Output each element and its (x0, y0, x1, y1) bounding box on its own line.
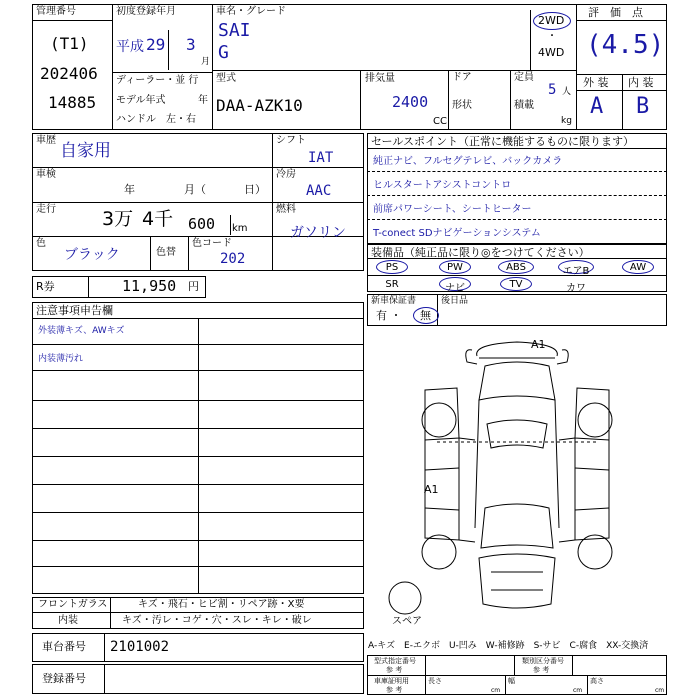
soko-rest: 600 (188, 215, 216, 233)
equip-ps: PS (385, 262, 399, 273)
atohin-label: 後日品 (441, 296, 469, 306)
kanri-no2: 14885 (48, 93, 97, 112)
equip-abs: ABS (506, 262, 526, 273)
iro: ブラック (64, 247, 120, 263)
shareki: 自家用 (60, 141, 111, 161)
sales-point-item: T-conect SDナビゲーションシステム (373, 228, 541, 239)
sanko-3: 参 考 (386, 686, 403, 694)
keijo-label: 形状 (452, 100, 472, 111)
sales-point-item: 純正ナビ、フルセグテレビ、バックカメラ (373, 156, 563, 167)
nenryo-label: 燃料 (276, 204, 296, 215)
notes-title: 注意事項申告欄 (36, 304, 113, 317)
drive-dot: ・ (547, 31, 557, 42)
kg-unit: kg (561, 116, 572, 126)
km-unit: km (232, 223, 248, 234)
equip-leather: カワ (566, 283, 586, 294)
equip-tv: TV (509, 279, 523, 290)
month-unit: 月 (201, 57, 211, 67)
reg-label: 登録番号 (42, 672, 86, 685)
equip-airbag: エアB (562, 266, 590, 277)
cc-unit: CC (433, 116, 447, 127)
irogae-label: 色替 (156, 247, 176, 258)
shodo-era: 平成 (116, 39, 144, 55)
sales-point-item: 前席パワーシート、シートヒーター (373, 204, 532, 215)
teiin-label: 定員 (514, 72, 534, 83)
notes-line: 外装薄キズ、AWキズ (38, 326, 125, 336)
shodo-month: 3 (186, 35, 196, 54)
reibo-label: 冷房 (276, 169, 296, 180)
warranty-label: 新車保証書 (371, 296, 417, 306)
front-glass-label: フロントガラス (38, 599, 108, 610)
soko-sen: 4千 (142, 208, 174, 230)
diagram-mark-top: A1 (531, 338, 546, 351)
dealer-label: ディーラー・並 行 (116, 75, 199, 86)
chassis-no: 2101002 (110, 639, 170, 655)
shift-label: シフト (276, 135, 306, 146)
notes-line: 内装薄汚れ (38, 354, 84, 364)
shamei: SAI (218, 20, 251, 41)
shodo-year: 29 (146, 35, 166, 54)
equipment-title: 装備品（純正品に限り◎をつけてください） (371, 246, 590, 259)
hyoka-label: 評 価 点 (588, 6, 643, 19)
year-unit: 年 (198, 95, 208, 106)
hyoka-score: (4.5) (586, 30, 665, 60)
sanko-1: 参 考 (386, 666, 403, 674)
iro-label: 色 (36, 238, 46, 249)
cm-unit: cm (655, 687, 665, 694)
interior-label: 内装 (58, 615, 78, 626)
kanri-label: 管理番号 (36, 6, 76, 17)
header-section (32, 4, 667, 130)
naiso-grade: B (636, 94, 650, 119)
yen-unit: 円 (188, 280, 199, 293)
car-damage-diagram (367, 328, 667, 628)
sales-points-title: セールスポイント（正常に機能するものに限ります） (371, 135, 635, 148)
shareki-label: 車歴 (36, 135, 56, 146)
shaken-label: 車検 (36, 169, 56, 180)
soko-label: 走行 (36, 204, 56, 215)
rken-box (32, 276, 206, 298)
sekisai-label: 積載 (514, 100, 534, 111)
katashiki: DAA-AZK10 (216, 96, 303, 115)
katashiki-shitei-label: 型式指定番号 (374, 657, 416, 665)
soko-man: 3万 (102, 208, 134, 230)
teiin-unit: 人 (562, 87, 572, 97)
cm-unit: cm (491, 687, 501, 694)
takasa-label: 高さ (590, 677, 604, 685)
model-year-label: モデル年式 (116, 95, 166, 106)
color-code-label: 色コード (192, 238, 232, 249)
handle-label: ハンドル 左・右 (116, 114, 196, 125)
drive-4wd: 4WD (538, 46, 565, 59)
ruibetsu-label: 類別区分番号 (522, 657, 564, 665)
rken-value: 11,950 (122, 277, 177, 295)
equip-pw: PW (447, 262, 463, 273)
kanri-no1: 202406 (40, 64, 98, 83)
color-code: 202 (220, 251, 246, 267)
naiso-label: 内 装 (628, 76, 654, 89)
sanko-2: 参 考 (533, 666, 550, 674)
shamei-label: 車名・グレード (216, 6, 286, 17)
haiki: 2400 (392, 93, 429, 111)
equip-aw: AW (629, 262, 647, 273)
drive-2wd: 2WD (538, 14, 565, 27)
interior-codes: キズ・汚レ・コゲ・穴・スレ・キレ・破レ (122, 615, 312, 626)
gaiso-label: 外 装 (583, 76, 609, 89)
front-glass-codes: キズ・飛石・ヒビ割・リペア跡・X要 (138, 599, 305, 610)
shaken-month: 月（ (184, 183, 206, 196)
reibo: AAC (306, 183, 332, 199)
equip-navi: ナビ (445, 283, 465, 294)
shodo-label: 初度登録年月 (116, 6, 176, 17)
sales-point-item: ヒルスタートアシストコントロ (373, 180, 512, 191)
equip-sr: SR (385, 279, 399, 290)
katashiki-label: 型式 (216, 73, 236, 84)
door-label: ドア (452, 72, 472, 83)
nenryo: ガソリン (290, 225, 346, 241)
grade: G (218, 42, 229, 63)
chassis-label: 車台番号 (42, 640, 86, 653)
warranty-circled: 無 (420, 309, 431, 322)
kanri-t: (T1) (50, 34, 89, 53)
haiki-label: 排気量 (365, 73, 395, 84)
shaken-day: 日） (244, 183, 266, 196)
gaiso-grade: A (590, 94, 604, 119)
spare-label: スペア (392, 616, 422, 627)
cm-unit: cm (573, 687, 583, 694)
teiin: 5 (548, 82, 557, 98)
diagram-mark-side: A1 (424, 483, 439, 496)
shaken-year: 年 (124, 183, 135, 196)
nagasa-label: 長さ (428, 677, 442, 685)
damage-legend: A-キズ E-エクボ U-凹み W-補修跡 S-サビ C-腐食 XX-交換済 (368, 641, 649, 651)
warranty-value: 有 ・ (376, 309, 402, 322)
shomei-label: 車庫証明用 (374, 677, 409, 685)
rken-label: R券 (36, 280, 55, 293)
shift: IAT (308, 150, 334, 166)
haba-label: 幅 (508, 677, 515, 685)
